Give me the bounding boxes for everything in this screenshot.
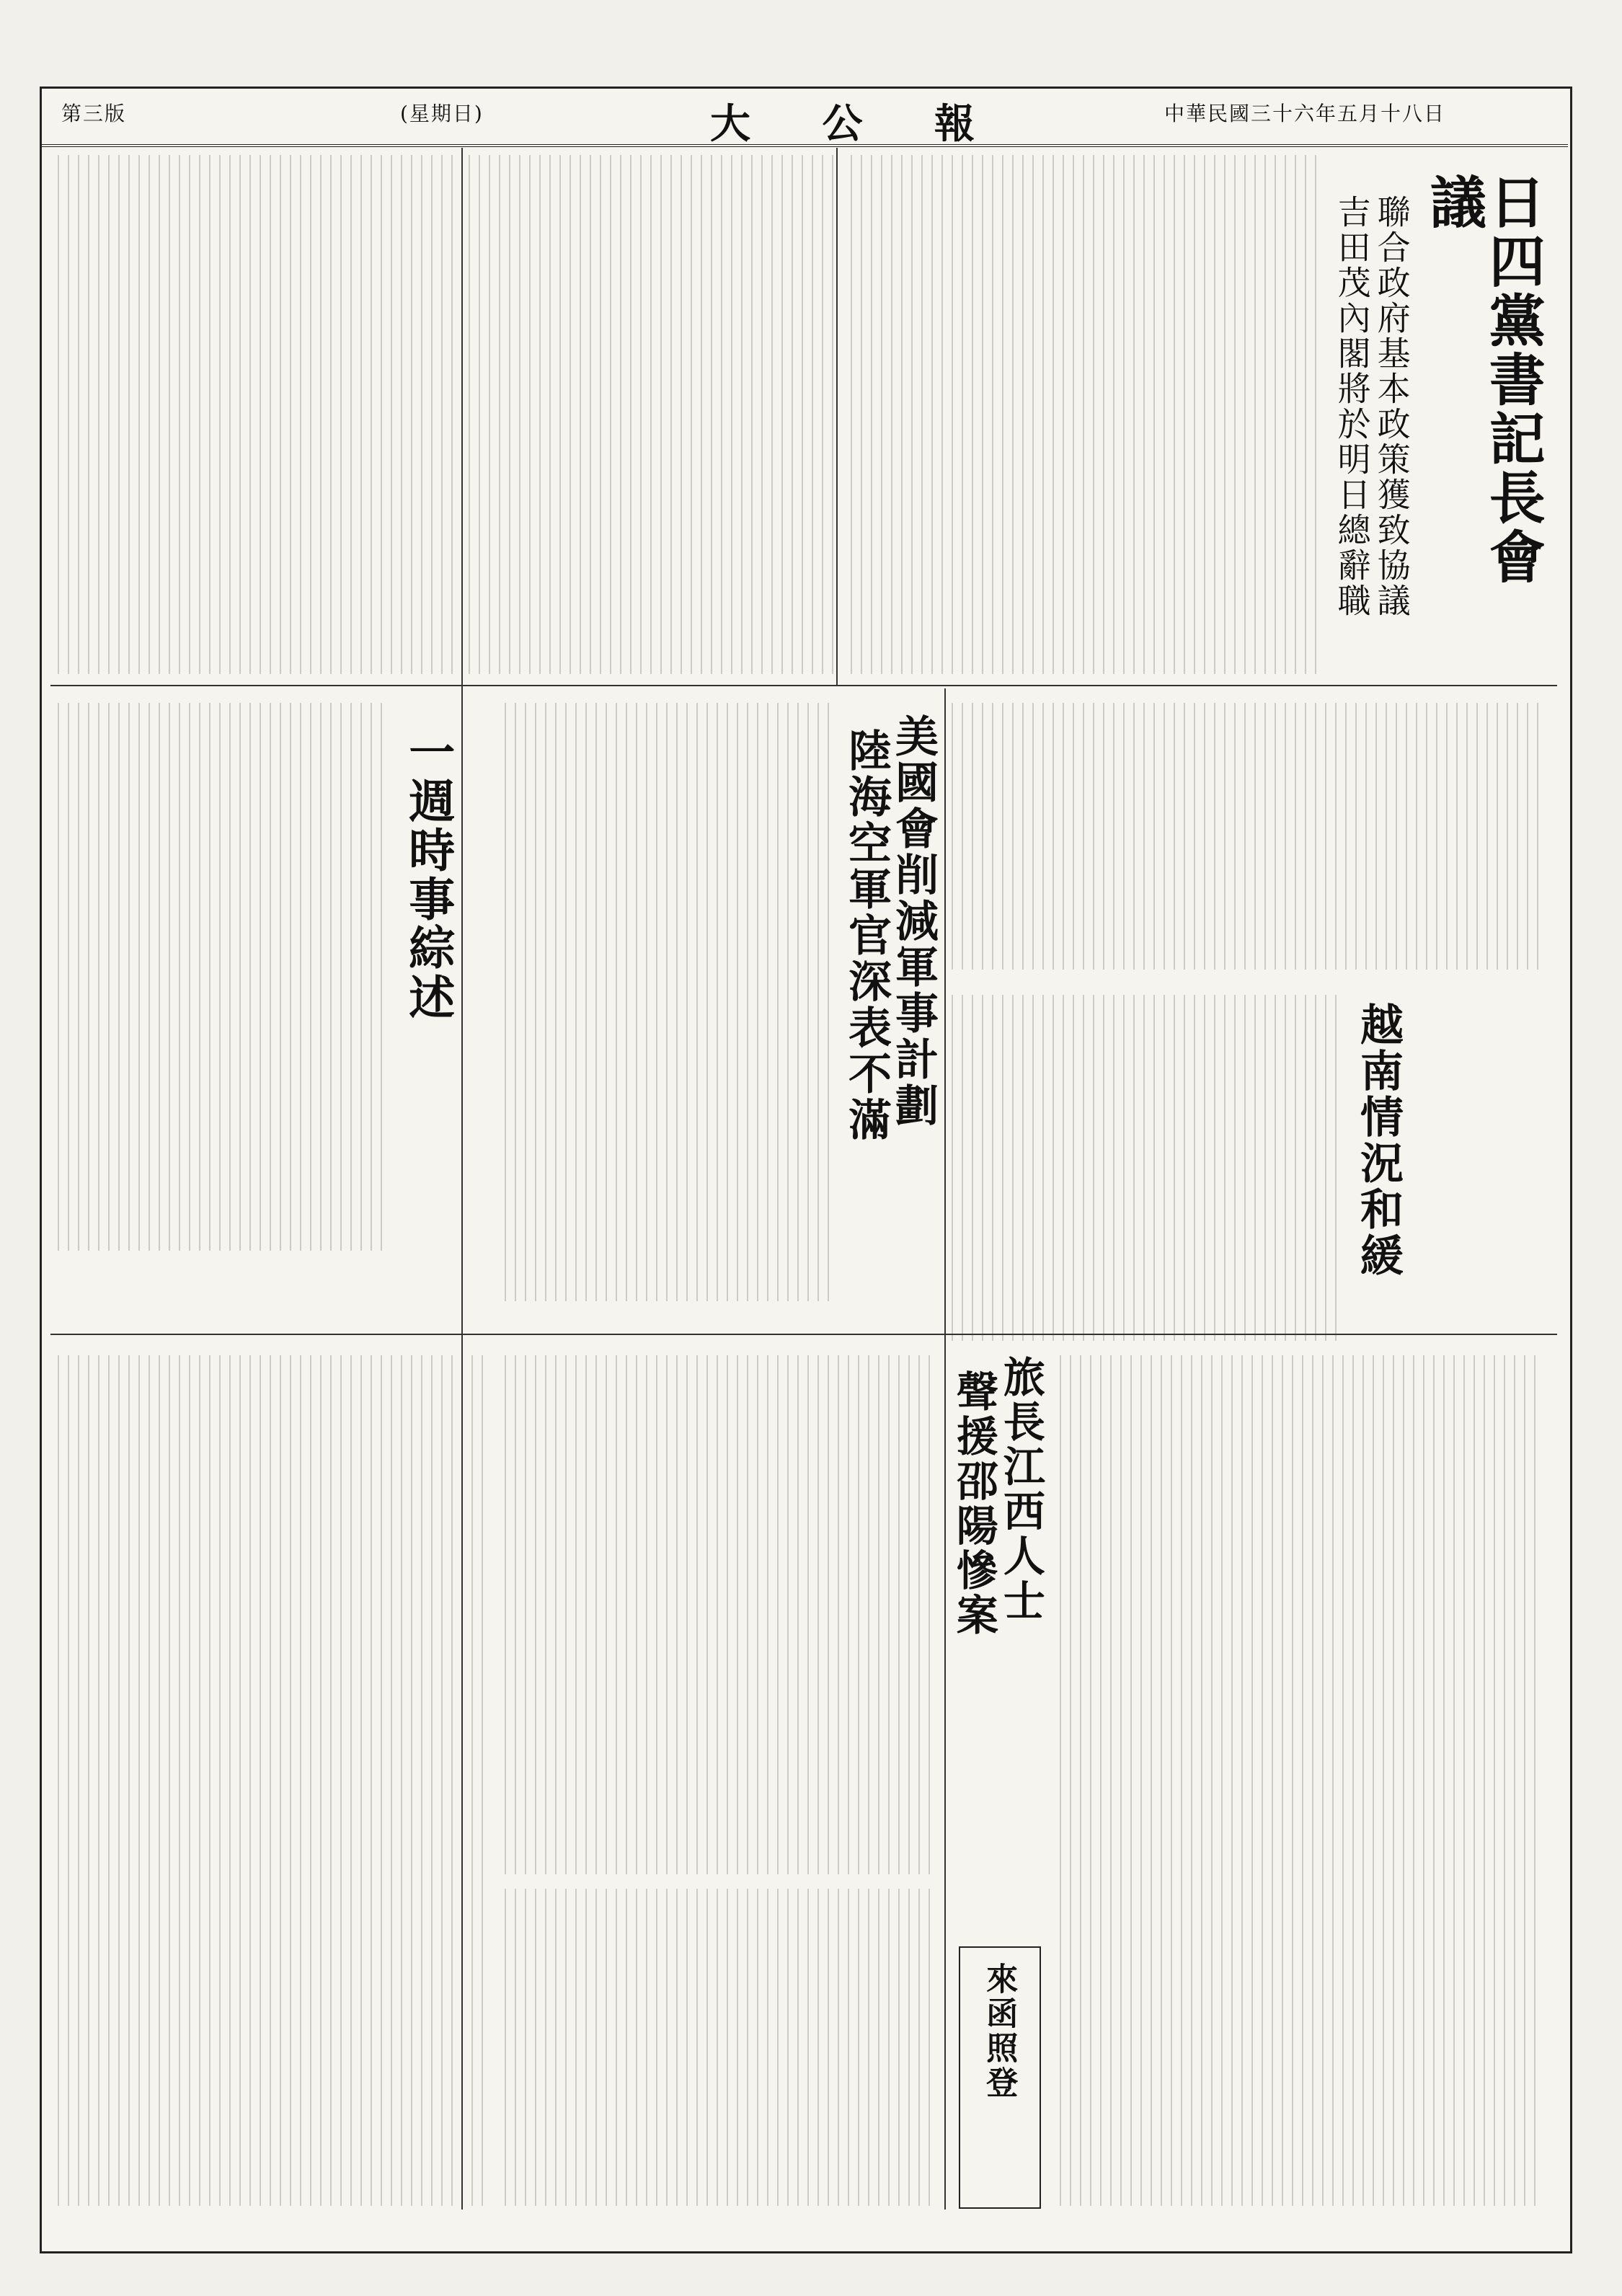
column-rule <box>944 688 946 2209</box>
shaoyang-headline-2: 聲援邵陽慘案 <box>949 1370 998 1638</box>
us-congress-headline-1: 美國會削減軍事計劃 <box>888 714 939 1129</box>
weekday: (星期日) <box>400 102 484 125</box>
newspaper-title: 大 公 報 <box>710 100 1003 148</box>
weekly-review-headline: 一週時事綜述 <box>401 728 456 1022</box>
column-rule <box>836 148 838 685</box>
story-text <box>58 155 454 674</box>
lead-subhead-1: 聯合政府基本政策獲致協議 <box>1372 195 1412 619</box>
column-rule <box>50 1334 1557 1335</box>
story-text <box>1060 1355 1543 2206</box>
story-text <box>952 703 1543 970</box>
shaoyang-story-text <box>505 1355 937 1874</box>
lead-story-text <box>851 155 1319 674</box>
page-number: 第三版 <box>61 102 127 125</box>
lead-subhead-2: 吉田茂內閣將於明日總辭職 <box>1332 195 1372 619</box>
weekly-review-text <box>58 703 389 1251</box>
story-text <box>469 155 836 674</box>
us-congress-headline-2: 陸海空軍官深表不滿 <box>841 728 892 1143</box>
us-congress-story-text <box>505 703 829 1301</box>
story-text <box>58 1355 490 2206</box>
column-rule <box>50 685 1557 686</box>
story-text <box>505 1889 937 2206</box>
shaoyang-headline-1: 旅長江西人士 <box>996 1355 1045 1623</box>
issue-date: 中華民國三十六年五月十八日 <box>1164 102 1446 125</box>
column-rule <box>461 148 463 2209</box>
vietnam-headline: 越南情況和緩 <box>1353 1002 1404 1279</box>
notice-box <box>959 1946 1041 2209</box>
notice-title: 來函照登 <box>980 1962 1018 2101</box>
masthead <box>40 92 1568 147</box>
lead-headline: 日四黨書記長會議 <box>1420 173 1546 587</box>
vietnam-story-text <box>952 995 1341 1341</box>
